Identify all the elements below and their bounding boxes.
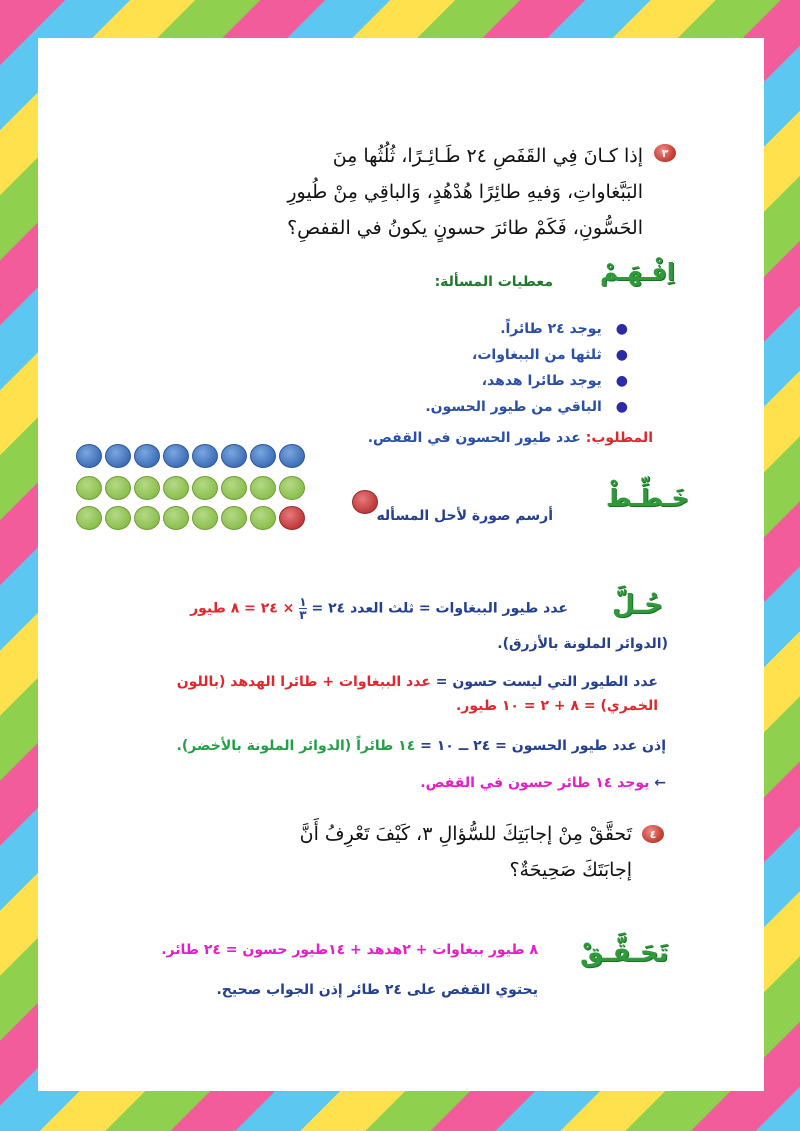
blue-circle <box>76 444 102 468</box>
green-circle <box>221 506 247 530</box>
blue-circle <box>163 444 189 468</box>
blue-circle <box>105 444 131 468</box>
givens-list <box>338 316 628 420</box>
given-item <box>338 368 628 394</box>
green-circle <box>163 476 189 500</box>
givens-heading: معطيات المسألة: <box>434 274 553 290</box>
fraction-one-third <box>299 596 306 621</box>
solve-line-5-part1: إذن عدد طيور الحسون = ٢٤ ــ ١٠ = <box>420 738 666 754</box>
green-circle <box>76 506 102 530</box>
solve-line-4: الخمري) = ٨ + ٢ = ١٠ طيور. <box>455 698 658 714</box>
solve-line-3 <box>78 674 658 690</box>
solve-line-1-calc: × ٢٤ = ٨ طيور <box>190 600 295 617</box>
green-circle <box>134 476 160 500</box>
question-3-text <box>238 138 643 246</box>
bullet-dot-icon: ● <box>615 347 628 363</box>
check-label: تَحَـقَّـقْ <box>580 938 669 968</box>
solve-line-3-part2: عدد الببغاوات + طائرا الهدهد (باللون <box>176 674 431 690</box>
plan-label: خَـطِّـطْ <box>606 484 689 512</box>
green-circle <box>134 506 160 530</box>
solve-line-6-text: يوجد ١٤ طائر حسون في القفص. <box>420 775 650 791</box>
question-4-number: ٤ <box>649 827 657 841</box>
blue-circle <box>250 444 276 468</box>
green-circle <box>163 506 189 530</box>
question-4-line: تَحقَّقْ مِنْ إجابَتِكَ للسُّؤالِ ٣، كَيْفَ تَعْرِفُ أَنَّ <box>299 823 632 845</box>
solve-line-5-part2: ١٤ طائراً (الدوائر الملونة بالأخضر). <box>176 738 416 754</box>
understand-label: اِفْـهَـمْ <box>600 258 676 286</box>
required-line <box>308 430 653 446</box>
blue-circle <box>134 444 160 468</box>
solve-line-5 <box>128 738 666 754</box>
solve-line-1 <box>98 596 568 621</box>
question-3-line: إذا كـانَ فِي القَفَصِ ٢٤ طَـائِـرًا، ثُلُثُها مِنَ <box>332 145 643 167</box>
worksheet-page <box>38 38 764 1091</box>
bullet-dot-icon: ● <box>615 399 628 415</box>
arrow-left-icon: ← <box>654 775 666 791</box>
blue-circle <box>221 444 247 468</box>
required-text: عدد طيور الحسون في القفص. <box>367 430 581 446</box>
green-circle <box>192 476 218 500</box>
solve-line-2: (الدوائر الملونة بالأزرق). <box>497 636 668 652</box>
green-circle <box>279 476 305 500</box>
green-circle <box>192 506 218 530</box>
circles-diagram <box>76 444 308 526</box>
given-item-text: ثلثها من الببغاوات، <box>472 347 602 363</box>
green-circle <box>76 476 102 500</box>
question-3-number-badge <box>654 144 676 162</box>
question-4-text <box>268 816 632 888</box>
check-line-2: يحتوي القفص على ٢٤ طائر إذن الجواب صحيح. <box>216 982 538 998</box>
blue-circle <box>192 444 218 468</box>
solve-line-6 <box>338 775 666 791</box>
given-item <box>338 342 628 368</box>
green-circle <box>105 506 131 530</box>
blue-circle <box>279 444 305 468</box>
green-circle <box>105 476 131 500</box>
question-3-line: الحَسُّونِ، فَكَمْ طائرَ حسونٍ يكونُ في القفصِ؟ <box>287 217 643 239</box>
maroon-circle <box>279 506 305 530</box>
green-circle <box>250 476 276 500</box>
plan-instruction: أرسم صورة لأحل المسأله <box>376 508 553 524</box>
required-label: المطلوب: <box>585 430 653 446</box>
given-item-text: يوجد ٢٤ طائراً. <box>500 321 602 337</box>
green-circle <box>250 506 276 530</box>
given-item-text: يوجد طائرا هدهد، <box>481 373 602 389</box>
green-circle <box>221 476 247 500</box>
given-item <box>338 316 628 342</box>
given-item-text: الباقي من طيور الحسون. <box>425 399 602 415</box>
question-3-line: البَبَّغاواتِ، وَفيهِ طائِرًا هُدْهُدٍ، وَالباقِي مِنْ طُيورِ <box>287 181 643 203</box>
given-item <box>338 394 628 420</box>
bullet-dot-icon: ● <box>615 321 628 337</box>
solve-label: حُـلَّ <box>612 590 663 620</box>
fraction-denominator: ٣ <box>299 608 307 622</box>
bullet-dot-icon: ● <box>615 373 628 389</box>
question-3-number: ٣ <box>661 146 669 160</box>
question-4-number-badge <box>642 825 664 843</box>
check-line-1: ٨ طيور ببغاوات + ٢هدهد + ١٤طيور حسون = ٢٤ طائر. <box>161 942 538 958</box>
fraction-numerator: ١ <box>299 595 307 609</box>
solve-line-1-text: عدد طيور الببغاوات = ثلث العدد ٢٤ = <box>311 600 568 617</box>
question-4-line: إجابَتَكَ صَحِيحَةٌ؟ <box>509 859 632 881</box>
solve-line-3-part1: عدد الطيور التي ليست حسون = <box>435 674 658 690</box>
